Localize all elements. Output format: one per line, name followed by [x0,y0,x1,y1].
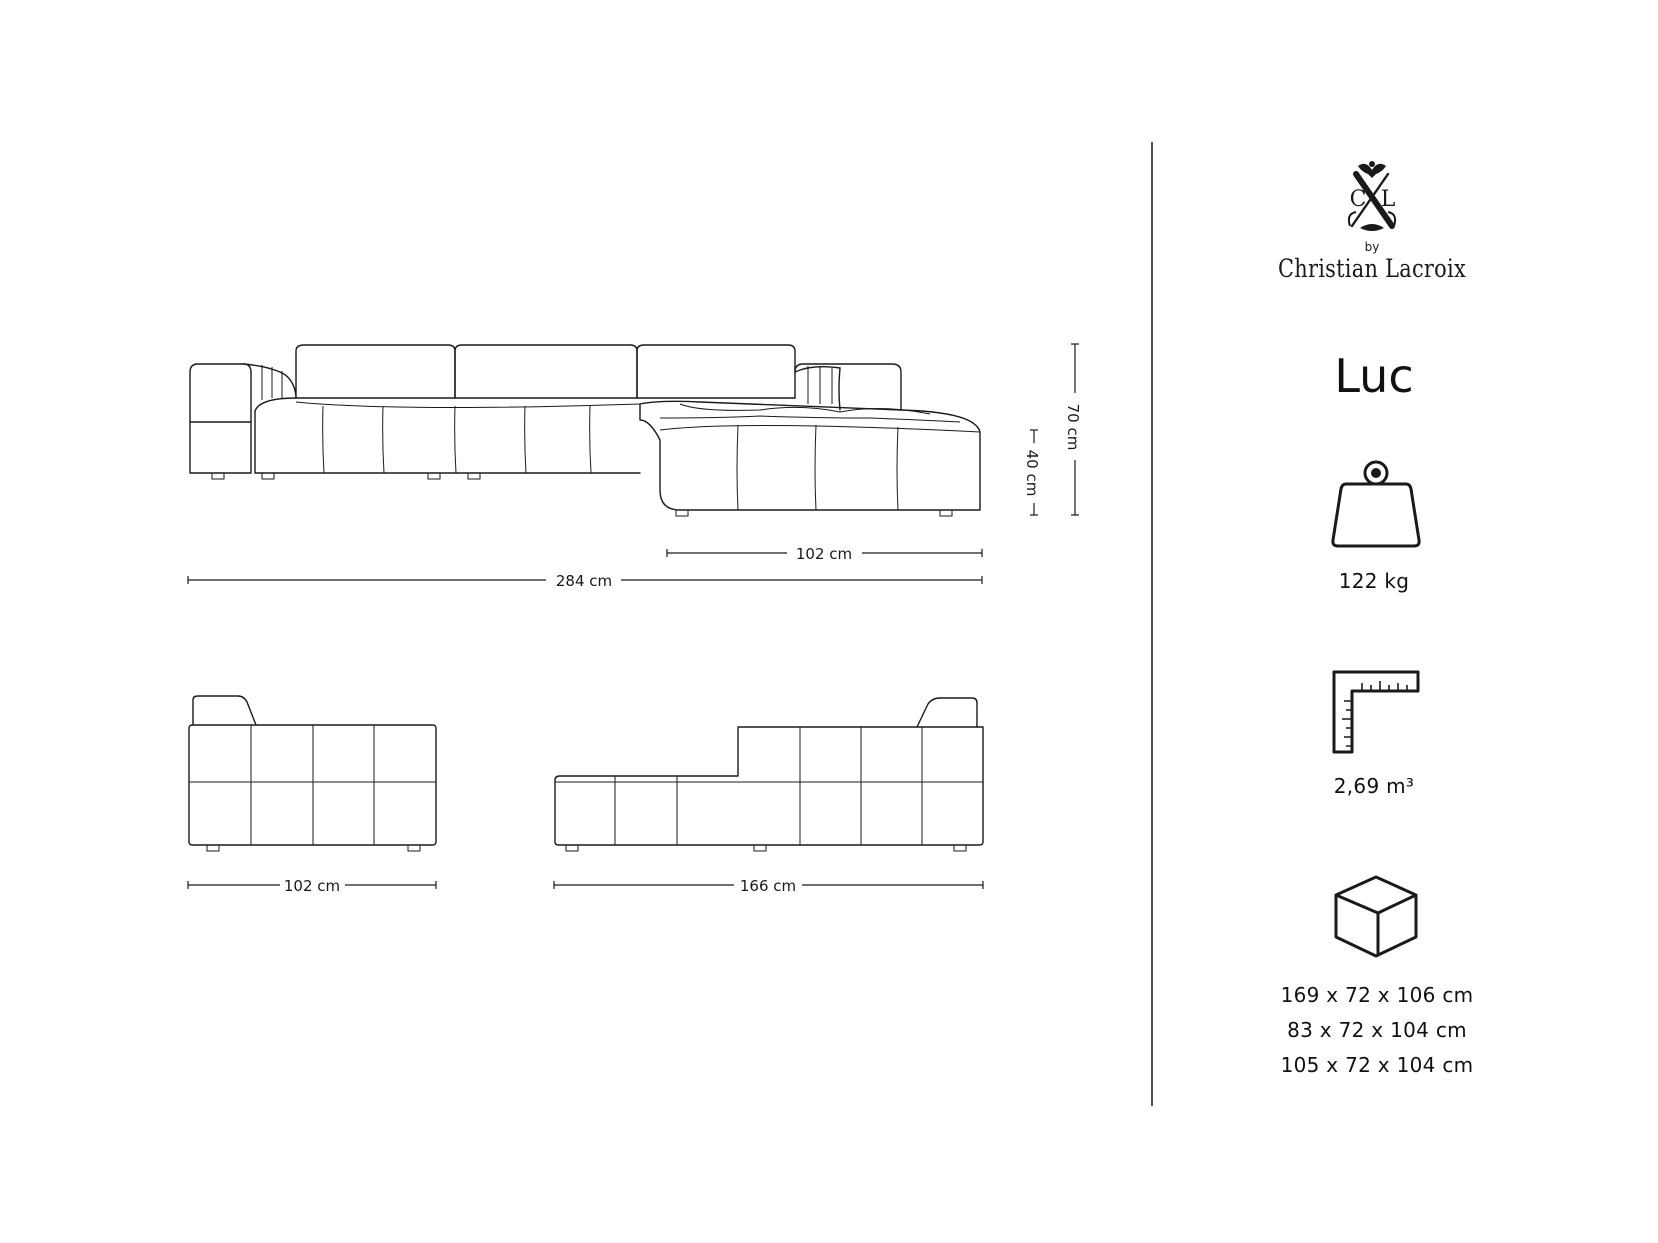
svg-text:C: C [1349,187,1367,212]
package-size-1: 169 x 72 x 106 cm [1280,983,1474,1007]
label-chaise-width: 102 cm [795,545,853,563]
dimension-seat-height [1023,430,1041,515]
weight-icon [1333,462,1419,546]
volume-value: 2,69 m³ [1333,774,1415,798]
package-box-icon [1336,877,1416,956]
dimension-side-depth [188,877,436,895]
svg-text:L: L [1380,187,1396,212]
package-size-3: 105 x 72 x 104 cm [1280,1053,1474,1077]
sofa-side-view [189,696,436,851]
dimension-side-chaise-depth [554,877,983,895]
label-side-chaise-depth: 166 cm [739,877,797,895]
label-side-depth: 102 cm [283,877,341,895]
brand-by-label: by [1364,240,1380,254]
label-total-width: 284 cm [555,572,613,590]
sofa-front-view [190,345,980,516]
product-name: Luc [1334,349,1414,403]
ruler-icon [1334,672,1418,752]
dimension-total-width [188,572,982,590]
brand-name: Christian Lacroix [1278,254,1466,283]
brand-logo [1278,161,1466,283]
label-height-total: 70 cm [1064,403,1082,451]
sofa-chaise-side-view [555,698,983,851]
dimension-chaise-width [667,545,982,563]
label-seat-height: 40 cm [1023,449,1041,497]
package-size-2: 83 x 72 x 104 cm [1287,1018,1467,1042]
weight-value: 122 kg [1338,569,1410,593]
monogram-logo-icon [1349,161,1396,231]
dimension-height-total [1064,344,1082,515]
